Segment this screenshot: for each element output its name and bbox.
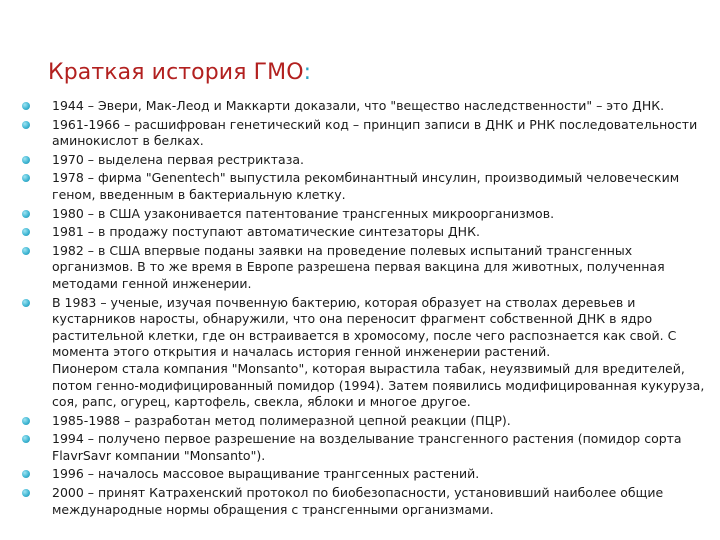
list-item-text: 1981 – в продажу поступают автоматические синтезаторы ДНК. [52, 224, 480, 240]
list-item [22, 431, 712, 464]
bullet-icon [22, 228, 30, 236]
list-item [22, 152, 712, 169]
list-item-text: 1996 – началось массовое выращивание трангсенных растений. [52, 466, 480, 482]
bullet-icon [22, 174, 30, 182]
list-item-text: 1980 – в США узаконивается патентование трансгенных микроорганизмов. [52, 205, 555, 221]
list-item [22, 170, 712, 203]
bullet-icon [22, 435, 30, 443]
bullet-icon [22, 489, 30, 497]
bullet-icon [22, 210, 30, 218]
list-item-text: 1961-1966 – расшифрован генетический код – принцип записи в ДНК и РНК последовательности аминокислот в белках. [52, 116, 698, 149]
history-list [22, 98, 712, 520]
list-item-text: 1978 – фирма "Genentech" выпустила рекомбинантный инсулин, производимый человеческим геном, введенным в бактериальную клетку. [52, 170, 680, 202]
list-item [22, 98, 712, 115]
list-item [22, 413, 712, 430]
list-item-text: 2000 – принят Катрахенский протокол по биобезопасности, установивший наиболее общие международные нормы обращения с трансгенными организмами. [52, 485, 664, 517]
list-item [22, 243, 712, 293]
list-item [22, 466, 712, 483]
bullet-icon [22, 102, 30, 110]
list-item-text: 1994 – получено первое разрешение на возделывание трансгенного растения (помидор сорта FlavrSavr компании "Monsanto"). [52, 431, 682, 463]
list-item-text: 1982 – в США впервые поданы заявки на проведение полевых испытаний трансгенных организмов. В то же время в Европе разрешена первая вакцина для животных, полученная методами генной инженерии. [52, 242, 665, 291]
list-item-text: 1985-1988 – разработан метод полимеразной цепной реакции (ПЦР). [52, 412, 511, 428]
list-item-text: 1970 – выделена первая рестриктаза. [52, 151, 304, 167]
list-item [22, 485, 712, 518]
slide-title [48, 60, 311, 85]
list-item-text: В 1983 – ученые, изучая почвенную бактерию, которая образует на стволах деревьев и кустарников наросты, обнаружили, что она переносит фрагмент собственной ДНК в ядро растительной клетки, где он встраивается в хромосому, после чего распознается как свой. С момента этого открытия и началась история генной инженерии растений. [52, 294, 677, 360]
list-item-text: 1944 – Эвери, Мак-Леод и Маккарти доказали, что "вещество наследственности" – это ДНК. [52, 98, 665, 113]
bullet-icon [22, 470, 30, 478]
bullet-icon [22, 417, 30, 425]
list-item [22, 117, 712, 150]
bullet-icon [22, 247, 30, 255]
list-item [22, 206, 712, 223]
list-item [22, 295, 712, 411]
bullet-icon [22, 121, 30, 129]
bullet-icon [22, 299, 30, 307]
bullet-icon [22, 156, 30, 164]
slide-title-colon: : [303, 60, 312, 85]
slide-title-text: Краткая история ГМО [48, 60, 304, 85]
list-item [22, 224, 712, 241]
list-item-continuation: Пионером стала компания "Monsanto", которая вырастила табак, неуязвимый для вредителей, потом генно-модифицированный помидор (1994). Затем появились модифицированная кукуруза, соя, рапс, огурец, картофель, свекла, яблоки и многое другое. [52, 360, 705, 410]
